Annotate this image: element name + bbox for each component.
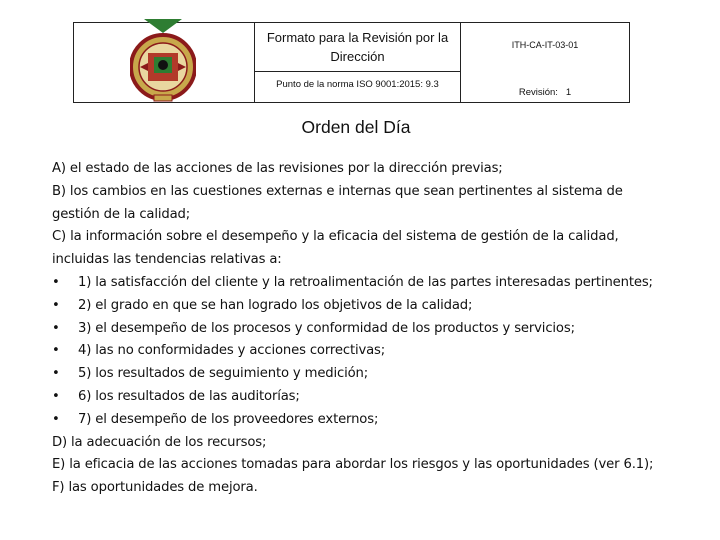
document-title-line2: Dirección [330,49,385,64]
agenda-item-d: D) la adecuación de los recursos; [52,434,267,450]
agenda-item-e: E) la eficacia de las acciones tomadas para abordar los riesgos y las oportunidades (ver 6.1); [52,457,654,473]
agenda-item-c-line2: incluidas las tendencias relativas a: [52,252,282,268]
bullet-text: 3) el desempeño de los procesos y conformidad de los productos y servicios; [78,320,575,336]
list-item [52,295,672,318]
bullet-text: 6) los resultados de las auditorías; [78,388,300,404]
agenda-item-f: F) las oportunidades de mejora. [52,480,258,496]
list-item [52,386,672,409]
document-title-line1: Formato para la Revisión por la [266,30,449,45]
document-title-cell [255,23,461,72]
agenda-item-c-line1: C) la información sobre el desempeño y la eficacia del sistema de gestión de la calidad, [52,229,619,245]
bullet-icon: • [52,297,60,313]
page-title: Orden del Día [301,117,411,137]
bullet-icon: • [52,274,60,290]
revision-label: Revisión: [518,87,558,98]
bullet-icon: • [52,366,60,382]
bullet-text: 7) el desempeño de los proveedores externos; [78,411,379,427]
list-item [52,272,672,295]
institution-seal-icon [130,19,196,109]
agenda-list [52,158,672,500]
agenda-item-b-line2: gestión de la calidad; [52,206,191,222]
document-header [73,22,630,103]
agenda-item-b-line1: B) los cambios en las cuestiones externas e internas que sean pertinentes al sistema de [52,183,623,199]
bullet-text: 4) las no conformidades y acciones correctivas; [78,343,386,359]
bullet-icon: • [52,411,60,427]
norm-reference: Punto de la norma ISO 9001:2015: 9.3 [255,72,461,102]
list-item [52,409,672,432]
bullet-icon: • [52,320,60,336]
list-item [52,340,672,363]
list-item [52,363,672,386]
logo-cell [74,23,255,102]
bullet-text: 5) los resultados de seguimiento y medición; [78,366,369,382]
bullet-text: 1) la satisfacción del cliente y la retroalimentación de las partes interesadas pertinentes; [78,274,653,290]
list-item [52,318,672,341]
document-code: ITH-CA-IT-03-01 [511,40,579,50]
agenda-item-a: A) el estado de las acciones de las revisiones por la dirección previas; [52,161,503,176]
bullet-text: 2) el grado en que se han logrado los objetivos de la calidad; [78,297,473,313]
bullet-icon: • [52,343,60,359]
revision-value: 1 [565,87,572,98]
bullet-icon: • [52,388,60,404]
revision-cell [461,72,629,102]
